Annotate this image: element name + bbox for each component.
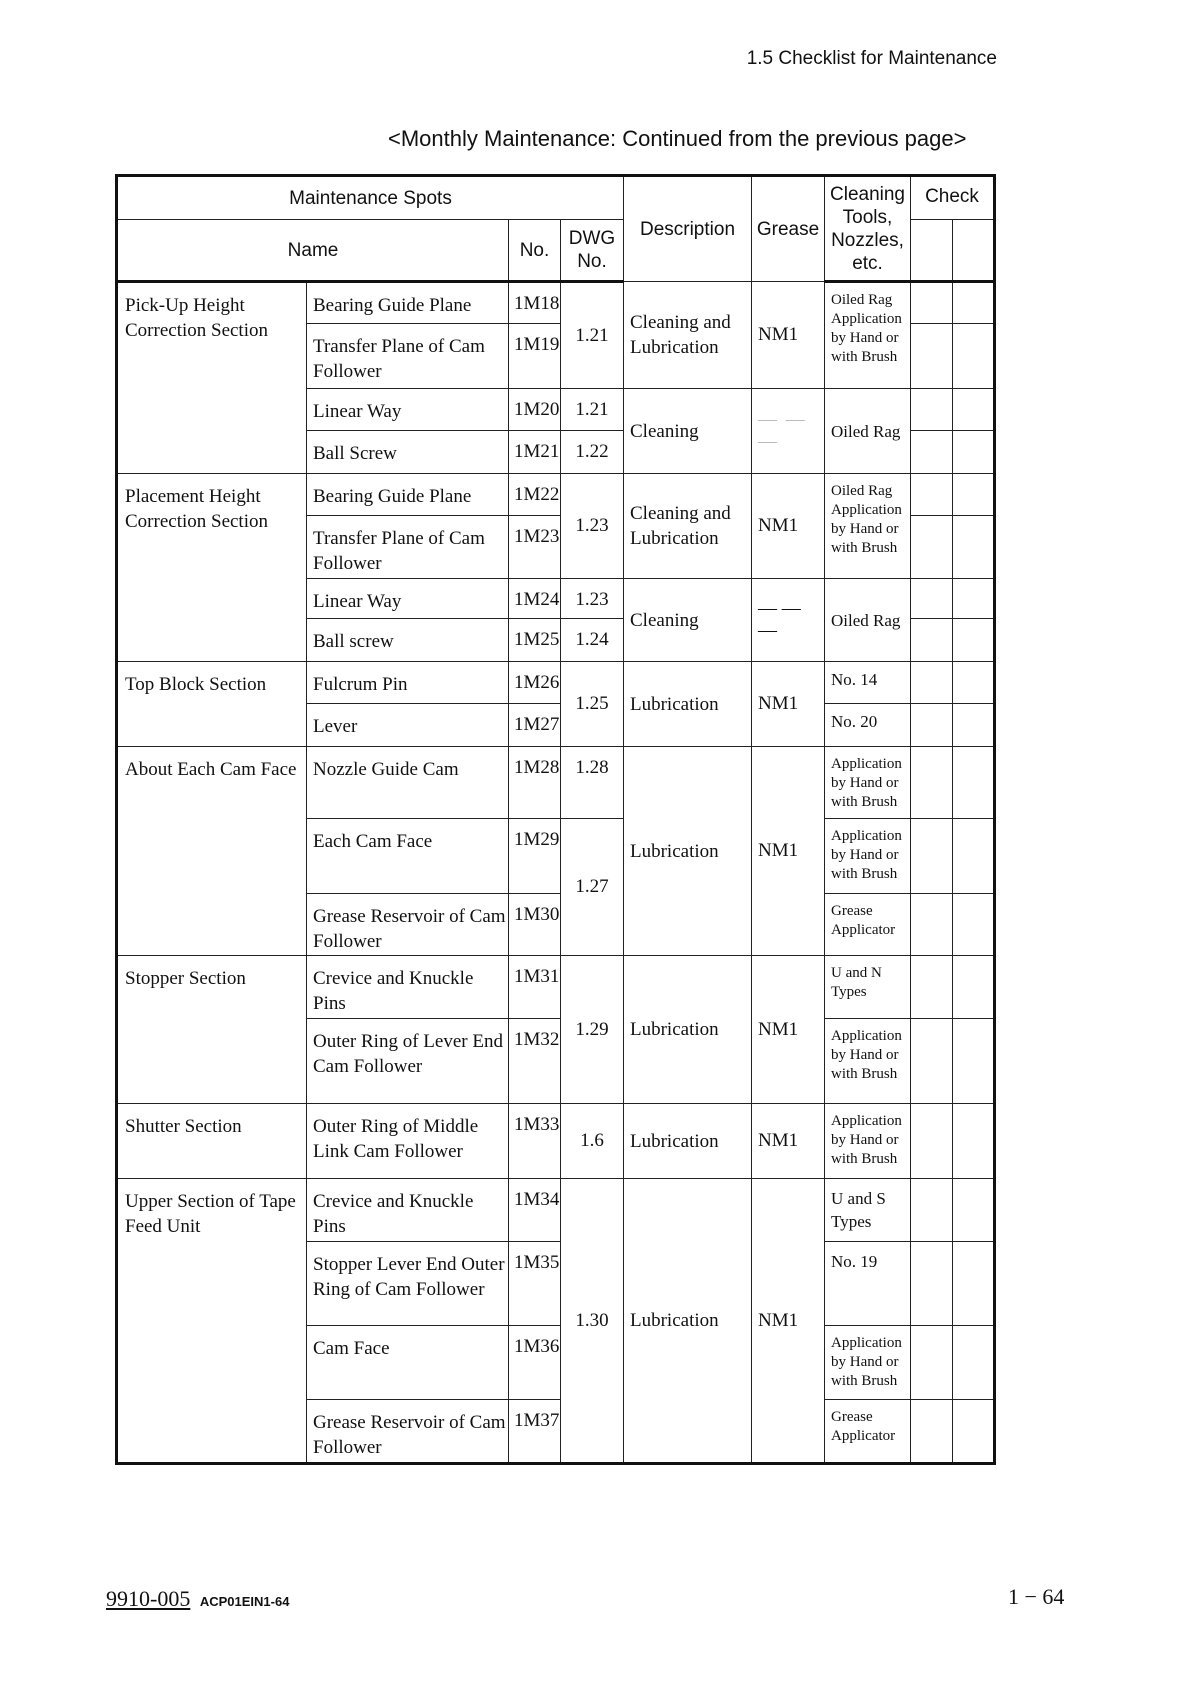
spot-no: 1M31 <box>509 956 561 1019</box>
grease: NM1 <box>752 662 825 747</box>
check-box[interactable] <box>953 516 995 579</box>
cleaning-tool: Oiled Rag <box>825 389 911 474</box>
dwg-no: 1.6 <box>561 1104 624 1179</box>
check-box[interactable] <box>953 389 995 431</box>
check-box[interactable] <box>953 894 995 956</box>
cleaning-tool: U and N Types <box>825 956 911 1019</box>
check-box[interactable] <box>911 1179 953 1242</box>
check-box[interactable] <box>911 431 953 474</box>
page-number: 1 − 64 <box>1008 1584 1065 1609</box>
spot-name: Ball screw <box>307 619 509 662</box>
cleaning-tool: Application by Hand or with Brush <box>825 1104 911 1179</box>
check-box[interactable] <box>911 1242 953 1326</box>
check-box[interactable] <box>953 1179 995 1242</box>
spot-name: Each Cam Face <box>307 819 509 894</box>
footer-doc-id <box>106 1586 289 1612</box>
grease: NM1 <box>752 282 825 389</box>
header-name: Name <box>117 220 509 282</box>
cleaning-tool: U and S Types <box>825 1179 911 1242</box>
cleaning-tool: Oiled Rag <box>825 579 911 662</box>
check-box[interactable] <box>953 474 995 516</box>
spot-name: Linear Way <box>307 389 509 431</box>
spot-name: Lever <box>307 704 509 747</box>
spot-no: 1M23 <box>509 516 561 579</box>
grease: — — — <box>752 389 825 474</box>
cleaning-tool: No. 14 <box>825 662 911 704</box>
spot-name: Fulcrum Pin <box>307 662 509 704</box>
section-name: Shutter Section <box>117 1104 307 1179</box>
section-header: 1.5 Checklist for Maintenance <box>746 48 997 69</box>
check-box[interactable] <box>953 819 995 894</box>
dwg-no: 1.24 <box>561 619 624 662</box>
grease: NM1 <box>752 474 825 579</box>
cleaning-tool: Application by Hand or with Brush <box>825 819 911 894</box>
cleaning-tool: Application by Hand or with Brush <box>825 747 911 819</box>
cleaning-tool: No. 19 <box>825 1242 911 1326</box>
spot-no: 1M19 <box>509 324 561 389</box>
description: Cleaning and Lubrication <box>624 474 752 579</box>
check-box[interactable] <box>953 662 995 704</box>
description: Lubrication <box>624 1104 752 1179</box>
check-box[interactable] <box>953 704 995 747</box>
description: Cleaning <box>624 389 752 474</box>
spot-name: Outer Ring of Middle Link Cam Follower <box>307 1104 509 1179</box>
grease: NM1 <box>752 1179 825 1464</box>
grease: NM1 <box>752 956 825 1104</box>
cleaning-tool: Oiled Rag Application by Hand or with Brush <box>825 474 911 579</box>
spot-name: Bearing Guide Plane <box>307 282 509 324</box>
spot-no: 1M30 <box>509 894 561 956</box>
header-description: Description <box>624 176 752 282</box>
cleaning-tool: Application by Hand or with Brush <box>825 1326 911 1400</box>
check-box[interactable] <box>953 1242 995 1326</box>
check-header-cell <box>953 220 995 282</box>
spot-name: Nozzle Guide Cam <box>307 747 509 819</box>
check-box[interactable] <box>911 282 953 324</box>
spot-name: Linear Way <box>307 579 509 619</box>
spot-no: 1M21 <box>509 431 561 474</box>
cleaning-tool: Grease Applicator <box>825 1400 911 1464</box>
spot-no: 1M32 <box>509 1019 561 1104</box>
description: Cleaning <box>624 579 752 662</box>
spot-name: Grease Reservoir of Cam Follower <box>307 894 509 956</box>
check-box[interactable] <box>953 1019 995 1104</box>
check-box[interactable] <box>911 324 953 389</box>
page-subtitle: <Monthly Maintenance: Continued from the previous page> <box>388 126 967 151</box>
spot-name: Crevice and Knuckle Pins <box>307 956 509 1019</box>
check-box[interactable] <box>953 1104 995 1179</box>
header-no: No. <box>509 220 561 282</box>
dwg-no: 1.23 <box>561 579 624 619</box>
check-box[interactable] <box>911 516 953 579</box>
check-box[interactable] <box>911 662 953 704</box>
check-box[interactable] <box>911 747 953 819</box>
description: Lubrication <box>624 1179 752 1464</box>
spot-name: Crevice and Knuckle Pins <box>307 1179 509 1242</box>
cleaning-tool: Grease Applicator <box>825 894 911 956</box>
spot-no: 1M33 <box>509 1104 561 1179</box>
check-box[interactable] <box>953 619 995 662</box>
section-name: Stopper Section <box>117 956 307 1104</box>
section-name: Top Block Section <box>117 662 307 747</box>
spot-no: 1M34 <box>509 1179 561 1242</box>
dwg-no: 1.21 <box>561 282 624 389</box>
spot-no: 1M20 <box>509 389 561 431</box>
spot-name: Transfer Plane of Cam Follower <box>307 516 509 579</box>
spot-no: 1M18 <box>509 282 561 324</box>
header-dwg-no: DWG No. <box>561 220 624 282</box>
spot-no: 1M26 <box>509 662 561 704</box>
check-box[interactable] <box>953 1326 995 1400</box>
dwg-no: 1.28 <box>561 747 624 819</box>
spot-name: Bearing Guide Plane <box>307 474 509 516</box>
maintenance-table <box>115 174 996 1465</box>
check-box[interactable] <box>953 324 995 389</box>
spot-no: 1M25 <box>509 619 561 662</box>
check-box[interactable] <box>911 1104 953 1179</box>
spot-no: 1M36 <box>509 1326 561 1400</box>
section-name: Pick-Up Height Correction Section <box>117 282 307 474</box>
check-box[interactable] <box>911 389 953 431</box>
cleaning-tool: Oiled Rag Application by Hand or with Brush <box>825 282 911 389</box>
check-box[interactable] <box>911 894 953 956</box>
spot-no: 1M35 <box>509 1242 561 1326</box>
spot-no: 1M29 <box>509 819 561 894</box>
header-grease: Grease <box>752 176 825 282</box>
spot-no: 1M24 <box>509 579 561 619</box>
check-box[interactable] <box>911 704 953 747</box>
grease: — — — <box>752 579 825 662</box>
check-box[interactable] <box>911 819 953 894</box>
header-check: Check <box>911 176 995 220</box>
check-header-cell <box>911 220 953 282</box>
grease: NM1 <box>752 747 825 956</box>
description: Lubrication <box>624 956 752 1104</box>
check-box[interactable] <box>911 619 953 662</box>
dwg-no: 1.23 <box>561 474 624 579</box>
doc-code: ACP01EIN1-64 <box>199 1594 290 1609</box>
dwg-no: 1.27 <box>561 819 624 956</box>
dwg-no: 1.21 <box>561 389 624 431</box>
dwg-no: 1.22 <box>561 431 624 474</box>
check-box[interactable] <box>953 282 995 324</box>
check-box[interactable] <box>911 1400 953 1464</box>
spot-name: Stopper Lever End Outer Ring of Cam Follower <box>307 1242 509 1326</box>
section-name: Upper Section of Tape Feed Unit <box>117 1179 307 1464</box>
description: Lubrication <box>624 747 752 956</box>
check-box[interactable] <box>911 956 953 1019</box>
spot-name: Outer Ring of Lever End Cam Follower <box>307 1019 509 1104</box>
dwg-no: 1.29 <box>561 956 624 1104</box>
section-name: Placement Height Correction Section <box>117 474 307 662</box>
spot-no: 1M28 <box>509 747 561 819</box>
spot-no: 1M27 <box>509 704 561 747</box>
spot-no: 1M37 <box>509 1400 561 1464</box>
cleaning-tool: Application by Hand or with Brush <box>825 1019 911 1104</box>
check-box[interactable] <box>953 579 995 619</box>
spot-name: Ball Screw <box>307 431 509 474</box>
dwg-no: 1.30 <box>561 1179 624 1464</box>
check-box[interactable] <box>911 579 953 619</box>
check-box[interactable] <box>911 474 953 516</box>
check-box[interactable] <box>953 431 995 474</box>
check-box[interactable] <box>911 1019 953 1104</box>
spot-no: 1M22 <box>509 474 561 516</box>
check-box[interactable] <box>953 1400 995 1464</box>
check-box[interactable] <box>911 1326 953 1400</box>
check-box[interactable] <box>953 747 995 819</box>
doc-number: 9910-005 <box>106 1586 191 1611</box>
grease: NM1 <box>752 1104 825 1179</box>
description: Cleaning and Lubrication <box>624 282 752 389</box>
check-box[interactable] <box>953 956 995 1019</box>
spot-name: Transfer Plane of Cam Follower <box>307 324 509 389</box>
header-cleaning-tools: Cleaning Tools, Nozzles, etc. <box>825 176 911 282</box>
dwg-no: 1.25 <box>561 662 624 747</box>
header-maintenance-spots: Maintenance Spots <box>117 176 624 220</box>
spot-name: Cam Face <box>307 1326 509 1400</box>
spot-name: Grease Reservoir of Cam Follower <box>307 1400 509 1464</box>
section-name: About Each Cam Face <box>117 747 307 956</box>
description: Lubrication <box>624 662 752 747</box>
cleaning-tool: No. 20 <box>825 704 911 747</box>
